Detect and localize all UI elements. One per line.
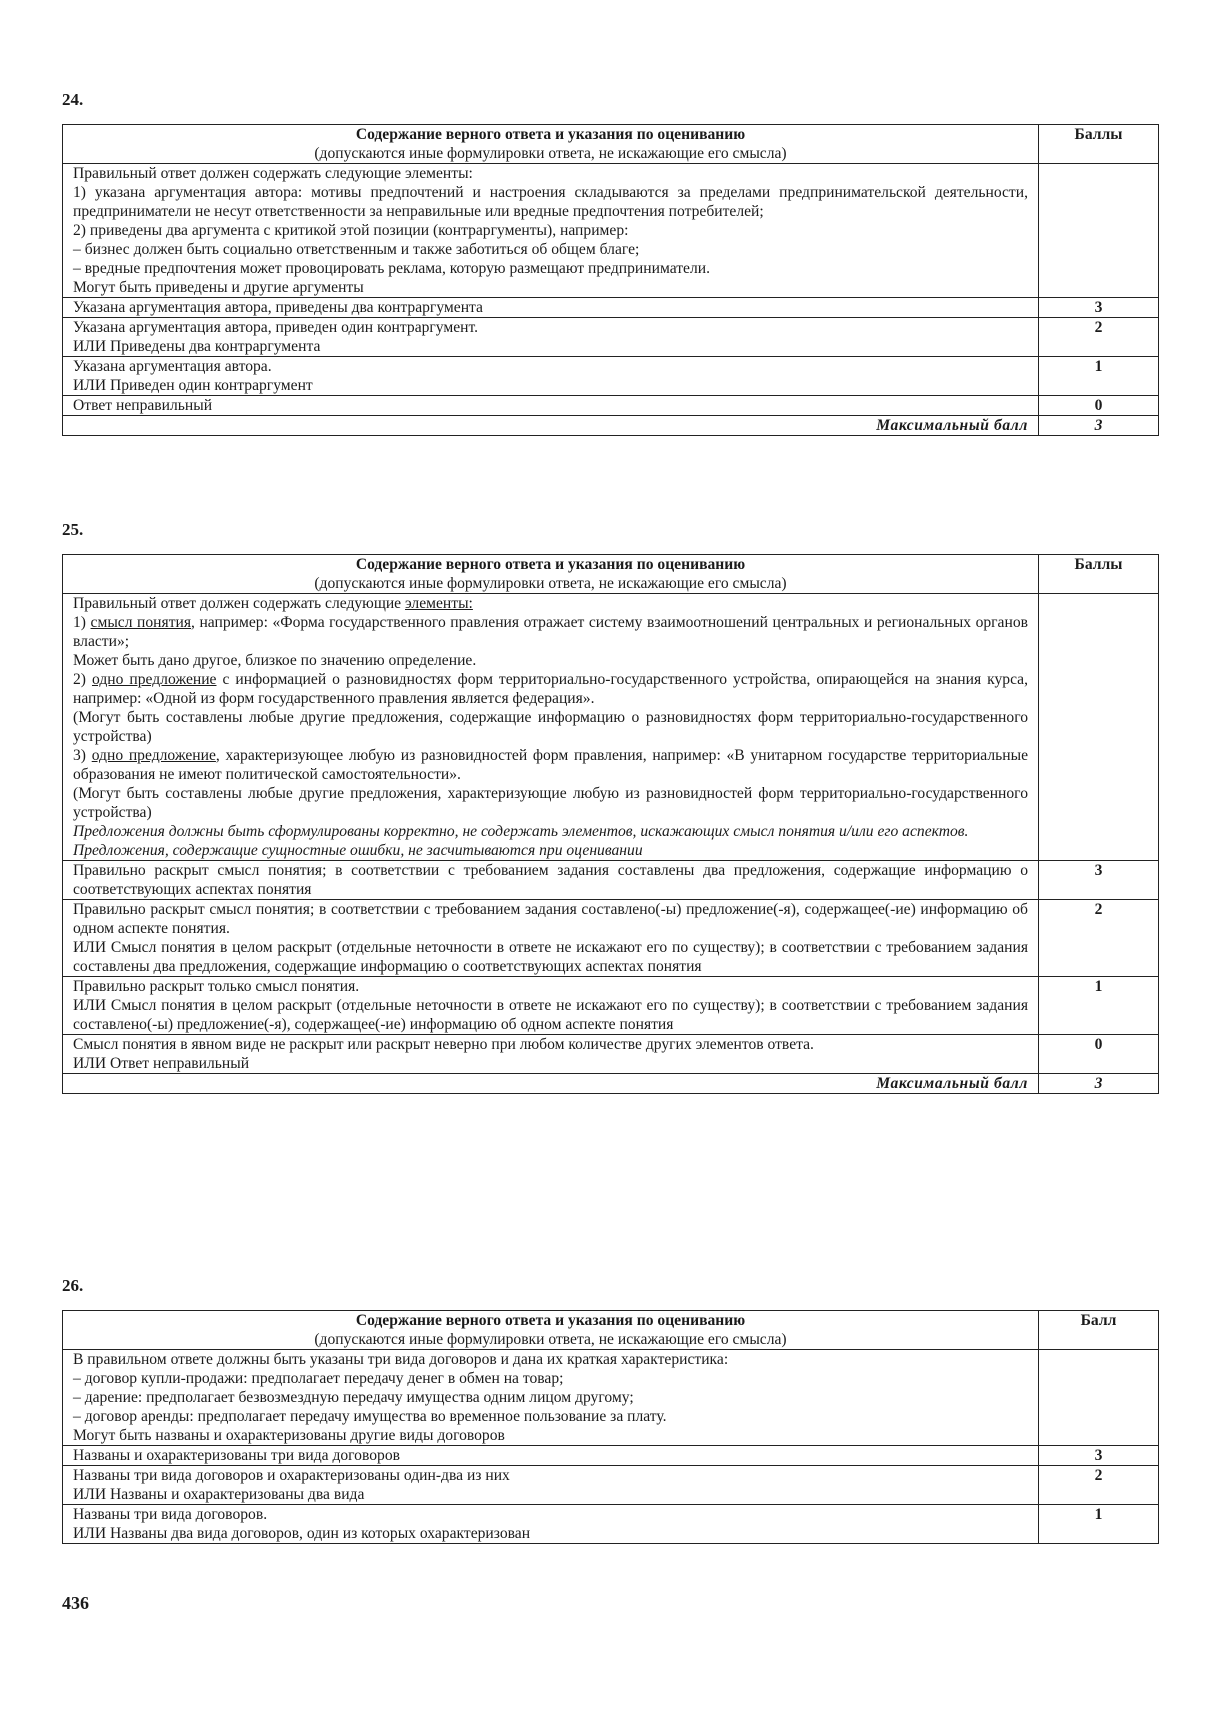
table-header-row bbox=[63, 125, 1159, 164]
answer-line: Правильный ответ должен содержать следующие элементы: bbox=[73, 165, 473, 182]
header-cell bbox=[63, 125, 1039, 164]
answer-line: – вредные предпочтения может провоцировать реклама, которую размещают предприниматели. bbox=[73, 260, 711, 277]
item-prefix: 3) bbox=[73, 747, 92, 764]
table-header-row bbox=[63, 1311, 1159, 1350]
item-underlined: смысл понятия bbox=[90, 614, 192, 631]
item-prefix: 2) bbox=[73, 671, 92, 688]
criterion-cell bbox=[63, 1466, 1039, 1505]
answer-note: (Могут быть составлены любые другие предложения, содержащие информацию о разновидностях форм территориально-государственного устройства) bbox=[73, 709, 1028, 745]
answer-line: Могут быть приведены и другие аргументы bbox=[73, 279, 364, 296]
criterion-cell bbox=[63, 318, 1039, 357]
criterion-cell bbox=[63, 1505, 1039, 1544]
criterion-text-alt: ИЛИ Названы и охарактеризованы два вида bbox=[73, 1486, 365, 1503]
criterion-text: Указана аргументация автора. bbox=[73, 358, 272, 375]
criterion-score: 2 bbox=[1039, 318, 1159, 357]
header-title: Содержание верного ответа и указания по оцениванию bbox=[355, 126, 746, 143]
empty-score-cell bbox=[1039, 1350, 1159, 1446]
empty-score-cell bbox=[1039, 164, 1159, 298]
criterion-row bbox=[63, 1035, 1159, 1074]
item-underlined: одно предложение bbox=[91, 747, 216, 764]
criterion-row bbox=[63, 318, 1159, 357]
task-25-number: 25. bbox=[62, 520, 84, 539]
header-cell bbox=[63, 1311, 1039, 1350]
header-subtitle: (допускаются иные формулировки ответа, не искажающие его смысла) bbox=[314, 145, 787, 162]
criterion-text: Ответ неправильный bbox=[63, 396, 1039, 416]
header-title: Содержание верного ответа и указания по оцениванию bbox=[355, 556, 746, 573]
criterion-text-alt: ИЛИ Смысл понятия в целом раскрыт (отдельные неточности в ответе не искажают его по существу); в соответствии с требованием задания составлены два предложения, содержащие информацию о соответствующих аспектах понятия bbox=[73, 939, 1028, 975]
criterion-score: 0 bbox=[1039, 396, 1159, 416]
criterion-score: 3 bbox=[1039, 298, 1159, 318]
criterion-text-alt: ИЛИ Приведены два контраргумента bbox=[73, 338, 321, 355]
criterion-row bbox=[63, 396, 1159, 416]
answer-item-3 bbox=[73, 746, 1028, 784]
table-header-row bbox=[63, 555, 1159, 594]
intro-underlined: элементы: bbox=[405, 595, 473, 612]
criterion-cell bbox=[63, 357, 1039, 396]
criterion-text-alt: ИЛИ Смысл понятия в целом раскрыт (отдельные неточности в ответе не искажают его по существу); в соответствии с требованием задания составлено(-ы) предложение(-я), содержащее(-ие) информацию об одном аспекте понятия bbox=[73, 997, 1028, 1033]
answer-row bbox=[63, 1350, 1159, 1446]
max-score-label: Максимальный балл bbox=[63, 416, 1039, 436]
page-number: 436 bbox=[62, 1593, 89, 1613]
criterion-text: Названы три вида договоров. bbox=[73, 1506, 268, 1523]
header-subtitle: (допускаются иные формулировки ответа, не искажающие его смысла) bbox=[314, 575, 787, 592]
criterion-row bbox=[63, 1446, 1159, 1466]
item-prefix: 1) bbox=[73, 614, 91, 631]
criterion-row bbox=[63, 298, 1159, 318]
answer-cell bbox=[63, 1350, 1039, 1446]
answer-line: В правильном ответе должны быть указаны три вида договоров и дана их краткая характеристика: bbox=[73, 1351, 729, 1368]
criterion-score: 3 bbox=[1039, 861, 1159, 900]
task-24-number: 24. bbox=[62, 90, 84, 109]
criterion-text: Названы и охарактеризованы три вида договоров bbox=[63, 1446, 1039, 1466]
item-underlined: одно предложение bbox=[91, 671, 217, 688]
answer-line: – договор купли-продажи: предполагает передачу денег в обмен на товар; bbox=[73, 1370, 564, 1387]
item-text: с информацией о разновидностях форм территориально-государственного устройства, опирающейся на знания курса, например: «Одной из форм государственного правления является федерация». bbox=[73, 671, 1028, 707]
criterion-text: Указана аргументация автора, приведен один контраргумент. bbox=[73, 319, 479, 336]
criterion-text-alt: ИЛИ Названы два вида договоров, один из которых охарактеризован bbox=[73, 1525, 531, 1542]
answer-line: Могут быть названы и охарактеризованы другие виды договоров bbox=[73, 1427, 505, 1444]
answer-cell bbox=[63, 594, 1039, 861]
task-24-table bbox=[62, 124, 1159, 436]
criterion-row bbox=[63, 1505, 1159, 1544]
criterion-score: 3 bbox=[1039, 1446, 1159, 1466]
criterion-row bbox=[63, 977, 1159, 1035]
criterion-text: Указана аргументация автора, приведены два контраргумента bbox=[63, 298, 1039, 318]
item-text: , например: «Форма государственного правления отражает систему взаимоотношений центральных и региональных органов власти»; bbox=[73, 614, 1028, 650]
answer-line: 2) приведены два аргумента с критикой этой позиции (контраргументы), например: bbox=[73, 222, 629, 239]
criterion-score: 1 bbox=[1039, 357, 1159, 396]
answer-item-2 bbox=[73, 670, 1028, 708]
criterion-cell bbox=[63, 1035, 1039, 1074]
max-score-value: 3 bbox=[1039, 1074, 1159, 1094]
criterion-text-alt: ИЛИ Приведен один контраргумент bbox=[73, 377, 313, 394]
answer-cell bbox=[63, 164, 1039, 298]
answer-note: Может быть дано другое, близкое по значению определение. bbox=[73, 652, 477, 669]
criterion-row bbox=[63, 900, 1159, 977]
task-25-table bbox=[62, 554, 1159, 1094]
criterion-text: Правильно раскрыт только смысл понятия. bbox=[73, 978, 360, 995]
italic-note: Предложения, содержащие сущностные ошибки, не засчитываются при оценивании bbox=[73, 842, 643, 859]
criterion-cell bbox=[63, 900, 1039, 977]
criterion-score: 1 bbox=[1039, 977, 1159, 1035]
empty-score-cell bbox=[1039, 594, 1159, 861]
answer-intro bbox=[73, 594, 1028, 613]
italic-note: Предложения должны быть сформулированы корректно, не содержать элементов, искажающих смысл понятия и/или его аспектов. bbox=[73, 823, 969, 840]
task-26-number: 26. bbox=[62, 1276, 84, 1295]
criterion-row bbox=[63, 1466, 1159, 1505]
header-subtitle: (допускаются иные формулировки ответа, не искажающие его смысла) bbox=[314, 1331, 787, 1348]
criterion-score: 1 bbox=[1039, 1505, 1159, 1544]
criterion-text: Названы три вида договоров и охарактеризованы один-два из них bbox=[73, 1467, 510, 1484]
header-title: Содержание верного ответа и указания по оцениванию bbox=[355, 1312, 746, 1329]
answer-item-1 bbox=[73, 613, 1028, 651]
answer-line: – договор аренды: предполагает передачу имущества во временное пользование за плату. bbox=[73, 1408, 667, 1425]
header-cell bbox=[63, 555, 1039, 594]
criterion-text: Правильно раскрыт смысл понятия; в соответствии с требованием задания составлены два предложения, содержащие информацию о соответствующих аспектах понятия bbox=[63, 861, 1039, 900]
max-score-label: Максимальный балл bbox=[63, 1074, 1039, 1094]
task-26-table bbox=[62, 1310, 1159, 1544]
criterion-text-alt: ИЛИ Ответ неправильный bbox=[73, 1055, 250, 1072]
criterion-score: 0 bbox=[1039, 1035, 1159, 1074]
answer-row bbox=[63, 594, 1159, 861]
answer-line: – дарение: предполагает безвозмездную передачу имущества одним лицом другому; bbox=[73, 1389, 634, 1406]
criterion-row bbox=[63, 861, 1159, 900]
criterion-score: 2 bbox=[1039, 900, 1159, 977]
criterion-text: Правильно раскрыт смысл понятия; в соответствии с требованием задания составлено(-ы) предложение(-я), содержащее(-ие) информацию об одном аспекте понятия. bbox=[73, 901, 1028, 937]
criterion-cell bbox=[63, 977, 1039, 1035]
score-header: Баллы bbox=[1039, 555, 1159, 594]
item-text: , характеризующее любую из разновидностей форм правления, например: «В унитарном государстве территориальные образования не имеют политической самостоятельности». bbox=[73, 747, 1028, 783]
answer-line: 1) указана аргументация автора: мотивы предпочтений и настроения складываются за пределами предпринимательской деятельности, предприниматели не несут ответственности за неправильные или вредные предпочтения потребителей; bbox=[73, 184, 1028, 220]
answer-note: (Могут быть составлены любые другие предложения, характеризующие любую из разновидностей форм территориально-государственного устройства) bbox=[73, 785, 1028, 821]
max-score-value: 3 bbox=[1039, 416, 1159, 436]
max-score-row bbox=[63, 416, 1159, 436]
criterion-text: Смысл понятия в явном виде не раскрыт или раскрыт неверно при любом количестве других элементов ответа. bbox=[73, 1036, 814, 1053]
max-score-row bbox=[63, 1074, 1159, 1094]
answer-row bbox=[63, 164, 1159, 298]
intro-text: Правильный ответ должен содержать следующие bbox=[73, 595, 406, 612]
score-header: Балл bbox=[1039, 1311, 1159, 1350]
criterion-score: 2 bbox=[1039, 1466, 1159, 1505]
criterion-row bbox=[63, 357, 1159, 396]
score-header: Баллы bbox=[1039, 125, 1159, 164]
answer-line: – бизнес должен быть социально ответственным и также заботиться об общем благе; bbox=[73, 241, 640, 258]
